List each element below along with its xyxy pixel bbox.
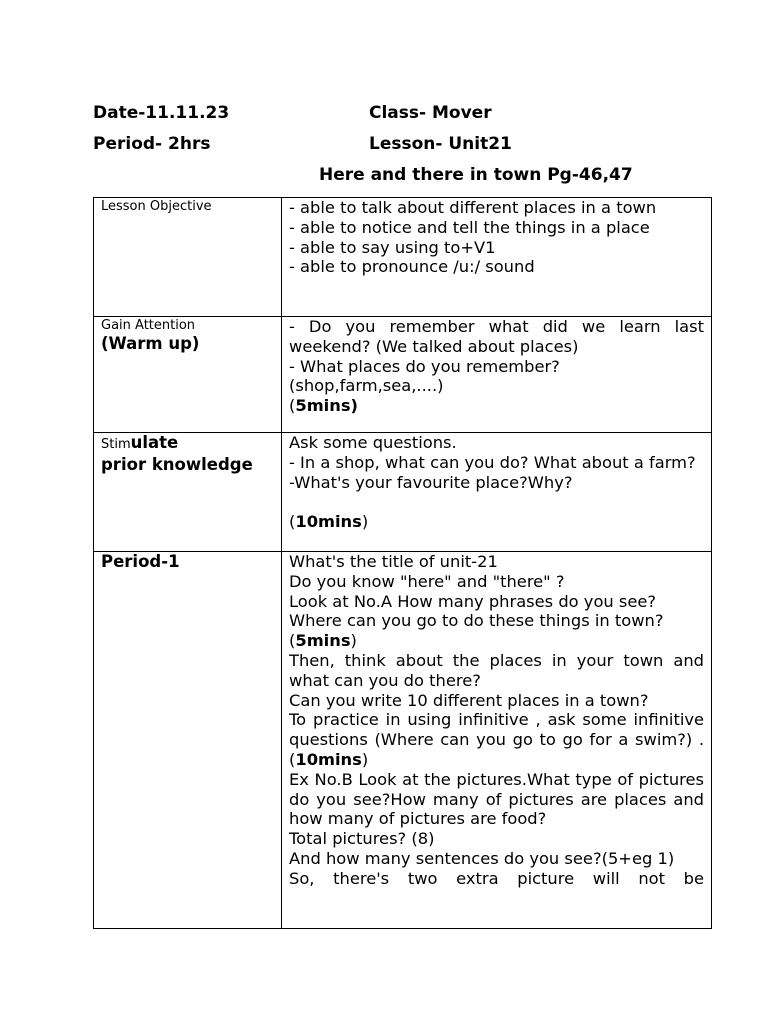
- stimulate-text: Ask some questions.: [289, 433, 457, 452]
- stimulate-label-bold: ulate: [130, 433, 179, 452]
- lesson-title: Here and there in town Pg-46,47: [319, 165, 633, 185]
- stimulate-time: [289, 512, 704, 532]
- gain-time-value: 5mins): [295, 396, 358, 416]
- warm-up-label: (Warm up): [101, 334, 200, 353]
- gain-text: - What places do you remember?: [289, 356, 560, 376]
- gain-time-open: (: [289, 396, 296, 416]
- gain-label-cell: [94, 317, 282, 433]
- period1-text: Do you know "here" and "there" ?: [289, 571, 565, 591]
- stimulate-text: -What's your favourite place?Why?: [289, 472, 573, 492]
- objective-item: - able to talk about different places in a town: [289, 198, 657, 217]
- stimulate-time-open: (: [289, 512, 296, 532]
- stimulate-label-cell: [94, 433, 282, 552]
- period1-text: Then, think about the places in your town and what can you do there?: [289, 650, 704, 690]
- objective-label-cell: [94, 198, 282, 317]
- objective-item: - able to notice and tell the things in a place: [289, 217, 650, 237]
- objective-content-cell: [282, 198, 712, 317]
- objective-label: Lesson Objective: [101, 199, 212, 214]
- stimulate-label-line: [101, 433, 274, 455]
- period1-text: Can you write 10 different places in a town?: [289, 690, 649, 710]
- period1-content-cell: [282, 552, 712, 929]
- period-label: Period- 2hrs: [93, 134, 211, 154]
- gain-text: (shop,farm,sea,....): [289, 376, 444, 396]
- objective-row: [94, 198, 712, 317]
- stimulate-content-cell: [282, 433, 712, 552]
- period1-time: 10mins: [295, 749, 362, 769]
- gain-attention-row: [94, 317, 712, 433]
- period1-label-cell: [94, 552, 282, 929]
- objective-item: - able to say using to+V1: [289, 237, 496, 257]
- class-label: Class- Mover: [369, 103, 492, 123]
- stimulate-text: - In a shop, what can you do? What about a farm?: [289, 452, 696, 472]
- gain-label: Gain Attention: [101, 318, 196, 333]
- objective-item: - able to pronounce /u:/ sound: [289, 257, 535, 277]
- date-label: Date-11.11.23: [93, 103, 230, 123]
- period1-text: Look at No.A How many phrases do you see? Where can you go to do these things in town? (5mins): [289, 591, 664, 651]
- period1-text: What's the title of unit-21: [289, 552, 498, 571]
- period1-text: And how many sentences do you see?(5+eg 1): [289, 848, 675, 868]
- gain-content-cell: [282, 317, 712, 433]
- period1-text: To practice in using infinitive , ask some infinitive questions (Where can you go to go for a swim?) .(10mins): [289, 710, 704, 769]
- stimulate-row: [94, 433, 712, 552]
- lesson-label: Lesson- Unit21: [369, 134, 512, 154]
- gain-text: - Do you remember what did we learn last weekend? (We talked about places): [289, 317, 704, 356]
- stimulate-time-value: 10mins: [295, 512, 362, 532]
- stimulate-label-small: Stim: [101, 437, 131, 452]
- period1-row: [94, 552, 712, 929]
- period1-text: So, there's two extra picture will not be: [289, 868, 704, 888]
- period1-text: Ex No.B Look at the pictures.What type of pictures do you see?How many of pictures are places and how many of pictures are food?: [289, 769, 704, 829]
- stimulate-time-close: ): [361, 512, 369, 532]
- gain-time: [289, 396, 704, 416]
- period1-text: Total pictures? (8): [289, 829, 435, 849]
- prior-knowledge-label: prior knowledge: [101, 455, 253, 474]
- period1-label: Period-1: [101, 552, 180, 571]
- lesson-plan-table: [93, 197, 712, 929]
- period1-time: 5mins: [295, 631, 351, 651]
